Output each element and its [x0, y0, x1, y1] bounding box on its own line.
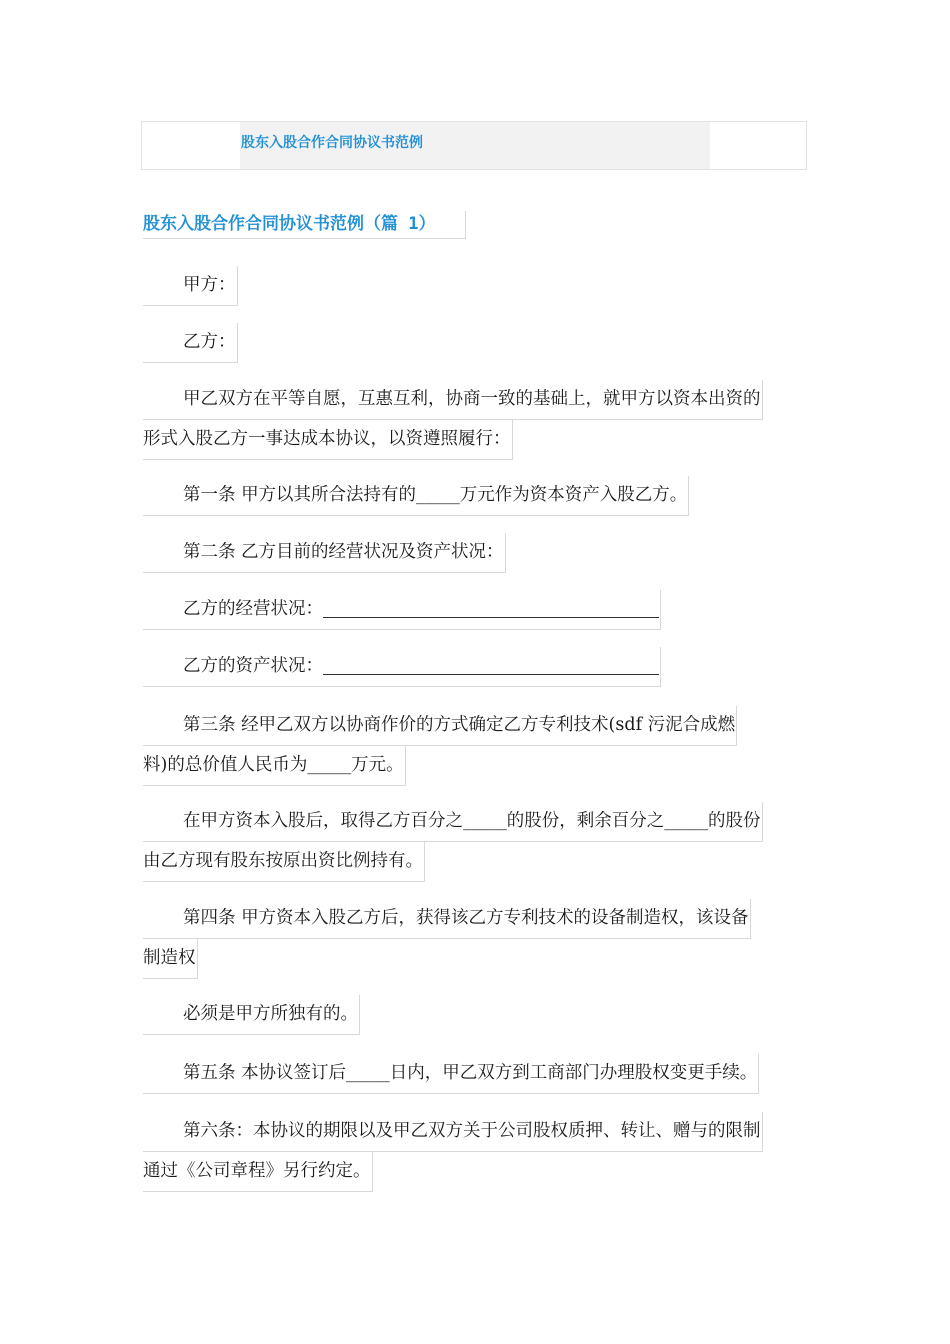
asset-status-label: 乙方的资产状况：: [183, 656, 323, 676]
operating-status-line: [143, 590, 661, 630]
article-2-text: 第二条 乙方目前的经营状况及资产状况：: [143, 533, 506, 573]
paragraph-article-1: [143, 476, 689, 516]
article-3-line-1: 第三条 经甲乙双方以协商作价的方式确定乙方专利技术(sdf 污泥合成燃: [143, 706, 737, 746]
article-4-line-1: 第四条 甲方资本入股乙方后，获得该乙方专利技术的设备制造权，该设备: [143, 899, 751, 939]
article-6-line-1: 第六条：本协议的期限以及甲乙双方关于公司股权质押、转让、赠与的限制: [143, 1112, 763, 1152]
article-1-text: 第一条 甲方以其所合法持有的_____万元作为资本资产入股乙方。: [143, 476, 689, 516]
operating-status-label: 乙方的经营状况：: [183, 599, 323, 619]
paragraph-shares: [143, 802, 763, 882]
paragraph-intro: [143, 380, 763, 460]
asset-status-blank: [323, 657, 659, 676]
section-title: 股东入股合作合同协议书范例（篇 1）: [143, 211, 466, 239]
exclusive-text: 必须是甲方所独有的。: [143, 995, 360, 1035]
paragraph-article-6: [143, 1112, 763, 1192]
party-b-label: 乙方：: [143, 323, 238, 363]
article-3-line-2: 料)的总价值人民币为_____万元。: [143, 746, 406, 786]
article-4-line-2: 制造权: [143, 939, 198, 979]
paragraph-asset-status: [143, 647, 661, 687]
paragraph-exclusive: [143, 995, 360, 1035]
document-header: [141, 121, 807, 170]
header-title: 股东入股合作合同协议书范例: [241, 135, 423, 151]
article-6-line-2: 通过《公司章程》另行约定。: [143, 1152, 373, 1192]
paragraph-article-4: [143, 899, 751, 979]
paragraph-operating-status: [143, 590, 661, 630]
party-a-label: 甲方：: [143, 266, 238, 306]
article-5-text: 第五条 本协议签订后_____日内，甲乙双方到工商部门办理股权变更手续。: [143, 1054, 759, 1094]
paragraph-article-2: [143, 533, 506, 573]
shares-line-1: 在甲方资本入股后，取得乙方百分之_____的股份，剩余百分之_____的股份: [143, 802, 763, 842]
shares-line-2: 由乙方现有股东按原出资比例持有。: [143, 842, 425, 882]
paragraph-article-3: [143, 706, 737, 786]
paragraph-party-b: [143, 323, 238, 363]
paragraph-article-5: [143, 1054, 759, 1094]
paragraph-party-a: [143, 266, 238, 306]
asset-status-line: [143, 647, 661, 687]
operating-status-blank: [323, 600, 659, 619]
intro-line-2: 形式入股乙方一事达成本协议，以资遵照履行：: [143, 420, 513, 460]
intro-line-1: 甲乙双方在平等自愿，互惠互利，协商一致的基础上，就甲方以资本出资的: [143, 380, 763, 420]
